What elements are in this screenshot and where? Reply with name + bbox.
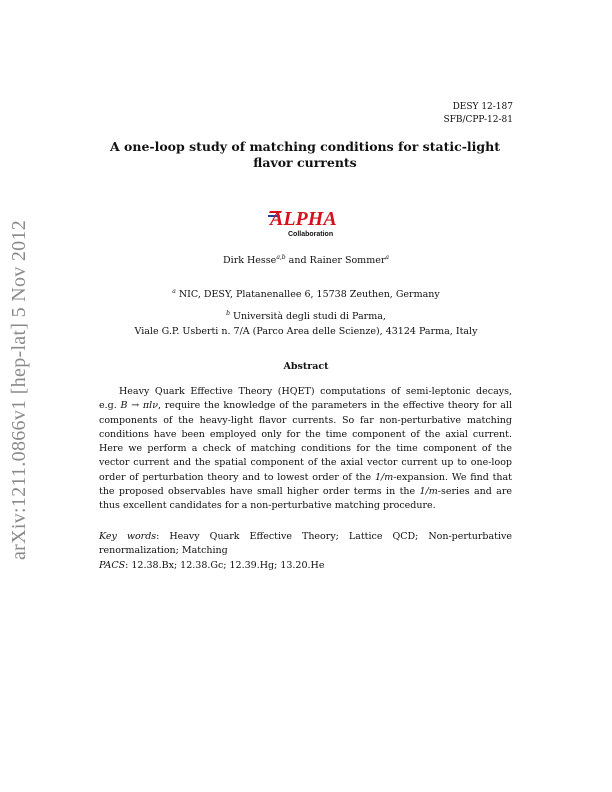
title-line-1: A one-loop study of matching conditions for static-light — [109, 139, 501, 154]
logo-alpha-text: ALPHA — [270, 208, 337, 230]
alpha-collaboration-logo — [268, 205, 348, 239]
affiliation-a-text: NIC, DESY, Platanenallee 6, 15738 Zeuthen, Germany — [178, 289, 440, 301]
author-sommer: Rainer Sommer — [309, 255, 386, 267]
title-line-2: flavor currents — [253, 155, 357, 170]
abstract-text-4: -series and are thus excellent candidates for a non-perturbative matching procedure. — [99, 486, 513, 512]
abstract-heading: Abstract — [283, 361, 329, 372]
affiliation-b-line-1 — [0, 306, 612, 324]
keywords-line — [99, 530, 512, 559]
affiliation-a-mark: a — [172, 288, 176, 295]
author-hesse-affil: a,b — [276, 254, 286, 261]
affiliation-b — [0, 306, 612, 339]
abstract-formula: B → πlν — [120, 400, 158, 412]
affiliation-b-line-2: Viale G.P. Usberti n. 7/A (Parco Area delle Scienze), 43124 Parma, Italy — [134, 326, 478, 338]
report-numbers — [443, 101, 513, 127]
pacs-line — [99, 559, 512, 573]
keywords-text: : Heavy Quark Effective Theory; Lattice QCD; Non-perturbative renormalization; Matching — [99, 531, 512, 557]
abstract-body — [99, 385, 512, 514]
logo-collaboration-text: Collaboration — [288, 231, 334, 238]
abstract-text-1: Heavy Quark Effective Theory (HQET) computations of semi-leptonic decays, e.g. — [99, 386, 512, 412]
author-sommer-affil: a — [385, 254, 389, 261]
paper-title — [100, 139, 510, 171]
keywords-block — [99, 530, 512, 573]
pacs-text: : 12.38.Bx; 12.38.Gc; 12.39.Hg; 13.20.He — [125, 559, 325, 571]
pacs-label: PACS — [99, 559, 126, 571]
abstract-expansion-1: 1/m — [374, 471, 394, 483]
report-number-desy: DESY 12-187 — [452, 102, 513, 112]
author-hesse: Dirk Hesse — [223, 255, 277, 267]
keywords-label: Key words — [99, 531, 157, 542]
abstract-text-3: -expansion. We find that the proposed observables have small higher order terms in the — [99, 471, 512, 498]
author-conjunction: and — [288, 255, 307, 267]
arxiv-identifier-stamp: arXiv:1211.0866v1 [hep-lat] 5 Nov 2012 — [8, 219, 30, 560]
abstract-text-2: , require the knowledge of the parameters in the effective theory for all components of the heavy-light flavor currents. So far non-perturbative matching conditions have been employed only for the time component of the axial current. Here we perform a check of matching conditions for the time component of the vector current and the spatial component of the axial vector current up to one-loop order of perturbation theory and to lowest order of the — [99, 400, 512, 483]
affiliation-a — [0, 284, 612, 302]
author-list — [0, 254, 612, 266]
report-number-sfb: SFB/CPP-12-81 — [443, 115, 513, 125]
abstract-expansion-2: 1/m — [419, 486, 438, 498]
affiliation-b-mark: b — [226, 310, 230, 317]
affiliation-b-text: Università degli studi di Parma, — [232, 311, 386, 323]
